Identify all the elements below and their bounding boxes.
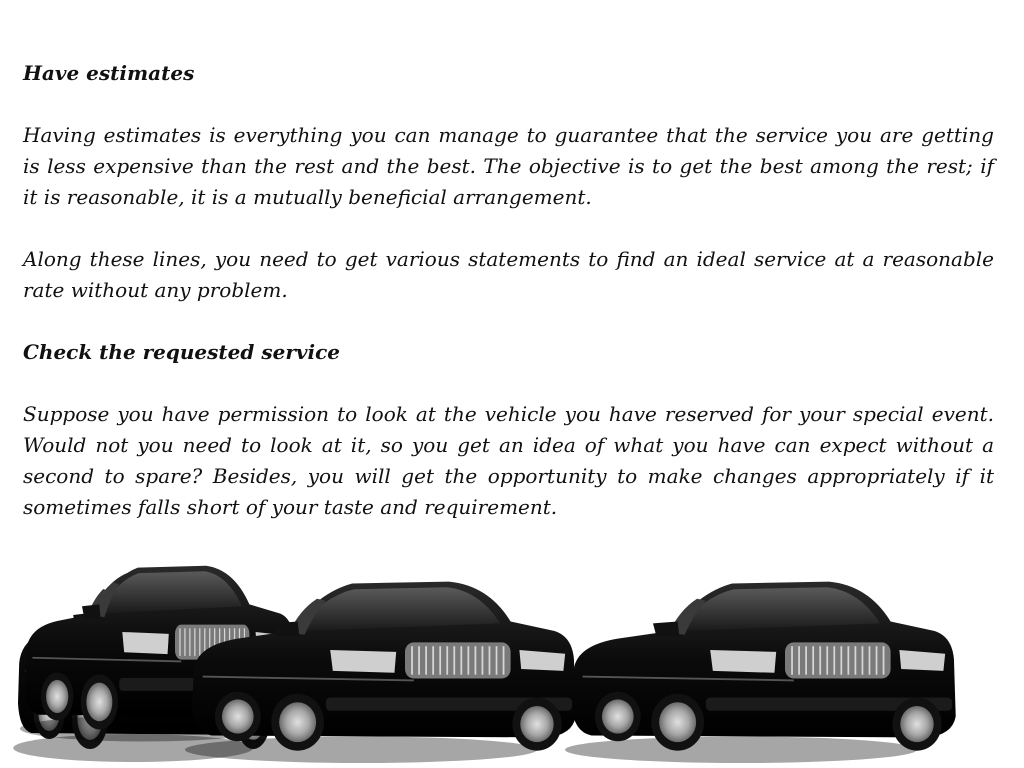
document-body xyxy=(23,58,994,554)
car-right xyxy=(565,582,956,763)
limousine-cars-image xyxy=(0,535,1024,768)
paragraph-estimates-1: Having estimates is everything you can manage to guarantee that the service you are getting is less expensive than the rest and the best. The objective is to get the best among the rest; if it is reasonable, it is a mutually beneficial arrangement. xyxy=(23,123,994,209)
paragraph-estimates-2: Along these lines, you need to get various statements to find an ideal service at a reasonable rate without any problem. xyxy=(23,247,994,302)
section-heading-estimates: Have estimates xyxy=(23,61,195,85)
paragraph-check-service: Suppose you have permission to look at the vehicle you have reserved for your special event. Would not you need to look at it, so you get an idea of what you have can expect without a second to spare? Besides, you will get the opportunity to make changes appropriately if it sometimes falls short of your taste and requirement. xyxy=(23,402,994,519)
section-heading-check-service: Check the requested service xyxy=(23,340,340,364)
